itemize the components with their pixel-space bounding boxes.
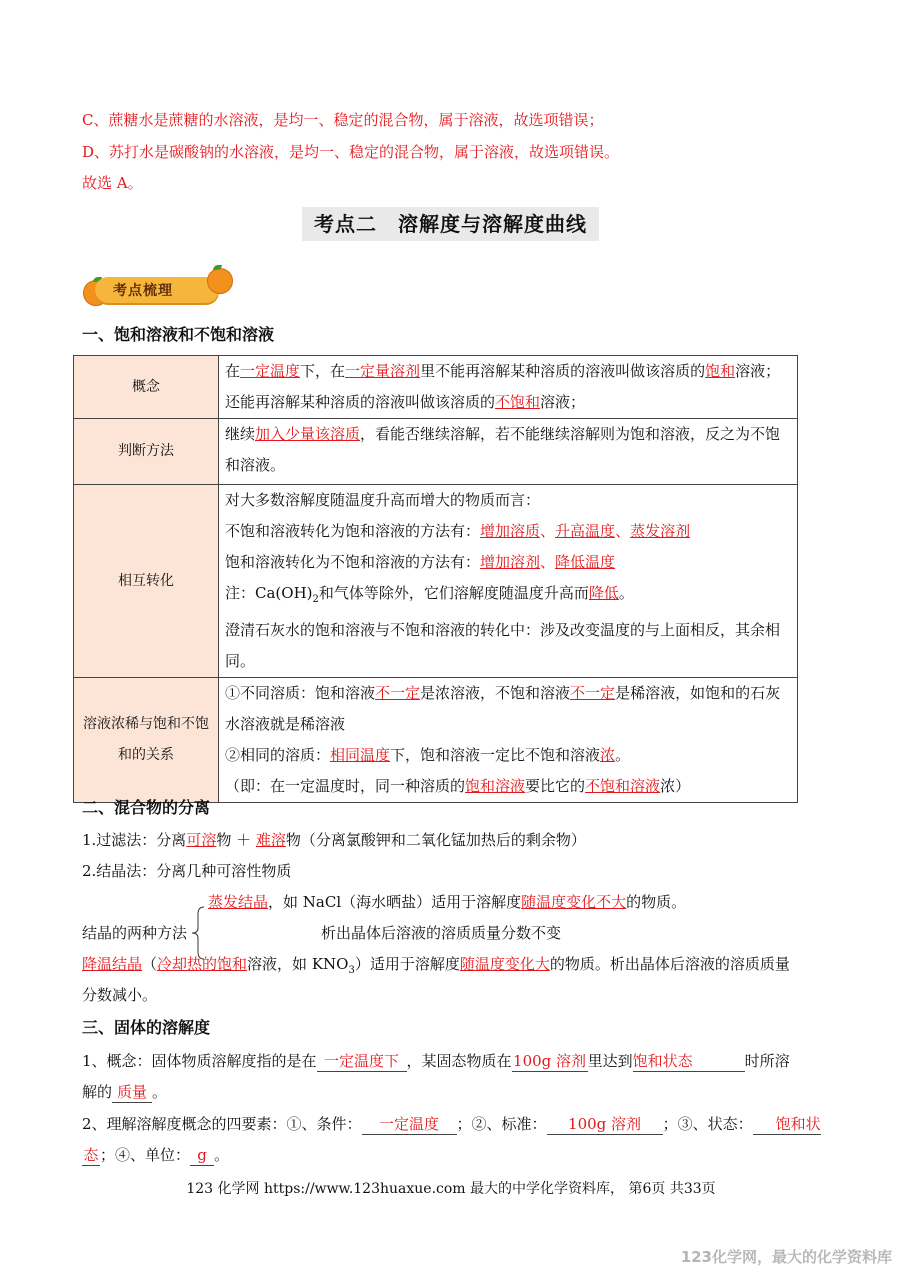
row-body-concept: 在一定温度下，在一定量溶剂里不能再溶解某种溶质的溶液叫做该溶质的饱和溶液；还能再溶解某种溶质的溶液叫做该溶质的不饱和溶液； <box>219 356 798 419</box>
solubility-concept-cont: 解的 质量 。 <box>82 1083 168 1101</box>
cooling-method-cont: 分数减小。 <box>82 986 158 1004</box>
answer-text: 故选 A。 <box>82 174 143 192</box>
page-footer: 123 化学网 https://www.123huaxue.com 最大的中学化学资料库， 第6页 共33页 <box>186 1181 716 1197</box>
badge-label: 考点梳理 <box>113 283 173 299</box>
filtration-line: 1.过滤法：分离可溶物 ＋ 难溶物（分离氯酸钾和二氧化锰加热后的剩余物） <box>82 831 586 849</box>
watermark: 123化学网，最大的化学资料库 <box>680 1248 892 1266</box>
row-head-relation: 溶液浓稀与饱和不饱和的关系 <box>74 678 219 803</box>
row-body-convert: 对大多数溶解度随温度升高而增大的物质而言： 不饱和溶液转化为饱和溶液的方法有：增加溶质、升高温度、蒸发溶剂 饱和溶液转化为不饱和溶液的方法有：增加溶剂、降低温度 注：$Ca(OH)_2$和气体等除外，它们溶解度随温度升高而降低。 澄清石灰水的饱和溶液与不饱和溶液的转化中：涉及改变温度的与上面相反，其余相同。 <box>219 485 798 678</box>
row-body-judge: 继续加入少量该溶质，看能否继续溶解，若不能继续溶解则为饱和溶液，反之为不饱和溶液。 <box>219 419 798 485</box>
evaporation-method: 蒸发结晶，如 NaCl（海水晒盐）适用于溶解度随温度变化不大的物质。 <box>208 893 687 911</box>
crystallization-line: 2.结晶法：分离几种可溶性物质 <box>82 862 292 880</box>
option-c-text: C、蔗糖水是蔗糖的水溶液，是均一、稳定的混合物，属于溶液，故选项错误； <box>82 111 604 129</box>
solubility-four-elements: 2、理解溶解度概念的四要素：①、条件： 一定温度 ；②、标准： 100g 溶剂 ；③、状态： 饱和状 <box>82 1115 821 1133</box>
heading-separation: 二、混合物的分离 <box>82 798 211 817</box>
badge-kaodian-shuli <box>83 268 233 308</box>
heading-solubility: 三、固体的溶解度 <box>82 1018 211 1037</box>
mass-fraction-unchanged: 析出晶体后溶液的溶质质量分数不变 <box>321 924 562 942</box>
table-row-convert <box>74 485 798 678</box>
option-d-text: D、苏打水是碳酸钠的水溶液，是均一、稳定的混合物，属于溶液，故选项错误。 <box>82 143 620 161</box>
row-head-concept: 概念 <box>74 356 219 419</box>
row-head-judge: 判断方法 <box>74 419 219 485</box>
cooling-method: 降温结晶（冷却热的饱和溶液，如 $KNO_3$）适用于溶解度随温度变化大的物质。析出晶体后溶液的溶质质量 <box>82 955 790 976</box>
table-row-judge <box>74 419 798 485</box>
row-head-convert: 相互转化 <box>74 485 219 678</box>
solubility-concept: 1、概念：固体物质溶解度指的是在 一定温度下 ，某固态物质在100g 溶剂 里达到饱和状态 时所溶 <box>82 1052 790 1070</box>
section-title: 考点二 溶解度与溶解度曲线 <box>302 207 599 241</box>
heading-saturated: 一、饱和溶液和不饱和溶液 <box>82 325 275 344</box>
table-row-concept <box>74 356 798 419</box>
orange-right-icon <box>207 268 233 294</box>
brace-icon <box>190 906 206 960</box>
table-row-relation <box>74 678 798 803</box>
row-body-relation: ①不同溶质：饱和溶液不一定是浓溶液，不饱和溶液不一定是稀溶液，如饱和的石灰水溶液就是稀溶液 ②相同的溶质：相同温度下，饱和溶液一定比不饱和溶液浓。 （即：在一定温度时，同一种溶质的饱和溶液要比它的不饱和溶液浓） <box>219 678 798 803</box>
methods-label: 结晶的两种方法 <box>82 924 188 942</box>
solubility-four-elements-cont: 态 ；④、单位： g 。 <box>83 1146 230 1164</box>
saturation-table <box>73 355 798 803</box>
